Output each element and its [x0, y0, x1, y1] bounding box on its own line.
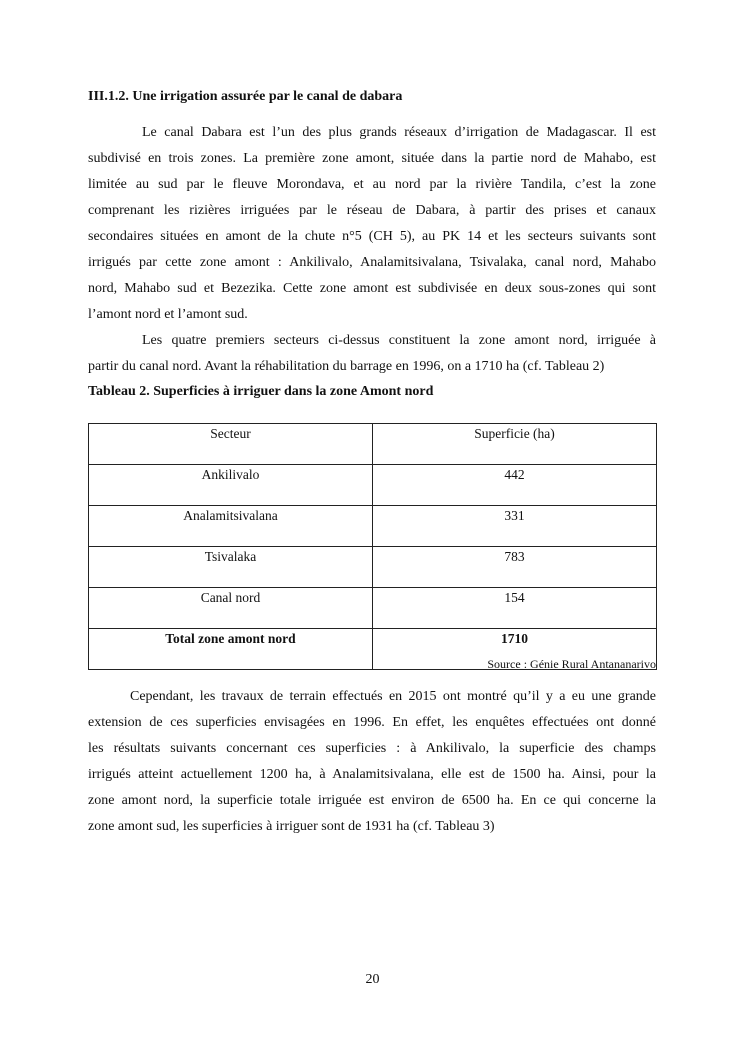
- paragraph-1: [88, 120, 656, 328]
- header-cell: Superficie (ha): [373, 424, 657, 465]
- text-line: subdivisé en trois zones. La première zone amont, située dans la partie nord de Mahabo, est: [88, 151, 656, 166]
- table-row: [89, 506, 657, 547]
- table-row: [89, 547, 657, 588]
- paragraph-3: [88, 684, 656, 840]
- table-cell: Canal nord: [89, 588, 373, 629]
- text-line: l’amont nord et l’amont sud.: [88, 307, 248, 322]
- table-row: [89, 588, 657, 629]
- paragraph-2: [88, 328, 656, 380]
- superficies-table: [88, 423, 657, 670]
- text-line: irrigués atteint actuellement 1200 ha, à Analamitsivalana, elle est de 1500 ha. Ainsi, pour la: [88, 767, 656, 782]
- text-line: Les quatre premiers secteurs ci-dessus constituent la zone amont nord, irriguée à: [142, 333, 656, 348]
- table-cell: Tsivalaka: [89, 547, 373, 588]
- page-number: 20: [365, 972, 380, 987]
- text-line: Cependant, les travaux de terrain effectués en 2015 ont montré qu’il y a eu une grande: [130, 689, 656, 704]
- table-cell: Ankilivalo: [89, 465, 373, 506]
- table-caption: Tableau 2. Superficies à irriguer dans la zone Amont nord: [88, 384, 434, 399]
- text-line: zone amont sud, les superficies à irriguer sont de 1931 ha (cf. Tableau 3): [88, 819, 495, 834]
- table-row: [89, 465, 657, 506]
- header-cell: Secteur: [89, 424, 373, 465]
- text-line: Le canal Dabara est l’un des plus grands réseaux d’irrigation de Madagascar. Il est: [142, 125, 656, 140]
- text-line: zone amont nord, la superficie totale irriguée est environ de 6500 ha. En ce qui concerne la: [88, 793, 656, 808]
- table-cell: Total zone amont nord: [89, 629, 373, 670]
- table-cell: Analamitsivalana: [89, 506, 373, 547]
- text-line: limitée au sud par le fleuve Morondava, et au nord par la rivière Tandila, c’est la zone: [88, 177, 656, 192]
- table-cell: 154: [373, 588, 657, 629]
- text-line: irrigués par cette zone amont : Ankilivalo, Analamitsivalana, Tsivalaka, canal nord, Mahabo: [88, 255, 656, 270]
- text-line: comprenant les rizières irriguées par le réseau de Dabara, à partir des prises et canaux: [88, 203, 656, 218]
- table-cell: 442: [373, 465, 657, 506]
- table-cell: 783: [373, 547, 657, 588]
- text-line: nord, Mahabo sud et Bezezika. Cette zone amont est subdivisée en deux sous-zones qui sont: [88, 281, 656, 296]
- section-heading: III.1.2. Une irrigation assurée par le canal de dabara: [88, 89, 403, 104]
- text-line: partir du canal nord. Avant la réhabilitation du barrage en 1996, on a 1710 ha (cf. Tableau 2): [88, 359, 605, 374]
- text-line: extension de ces superficies envisagées en 1996. En effet, les enquêtes effectuées ont donné: [88, 715, 656, 730]
- table-source: Source : Génie Rural Antananarivo: [487, 657, 656, 671]
- text-line: les résultats suivants concernant ces superficies : à Ankilivalo, la superficie des champs: [88, 741, 656, 756]
- table-cell: 331: [373, 506, 657, 547]
- text-line: secondaires situées en amont de la chute n°5 (CH 5), au PK 14 et les secteurs suivants sont: [88, 229, 656, 244]
- table-cell: 1710: [373, 629, 657, 670]
- table-header-row: [89, 424, 657, 465]
